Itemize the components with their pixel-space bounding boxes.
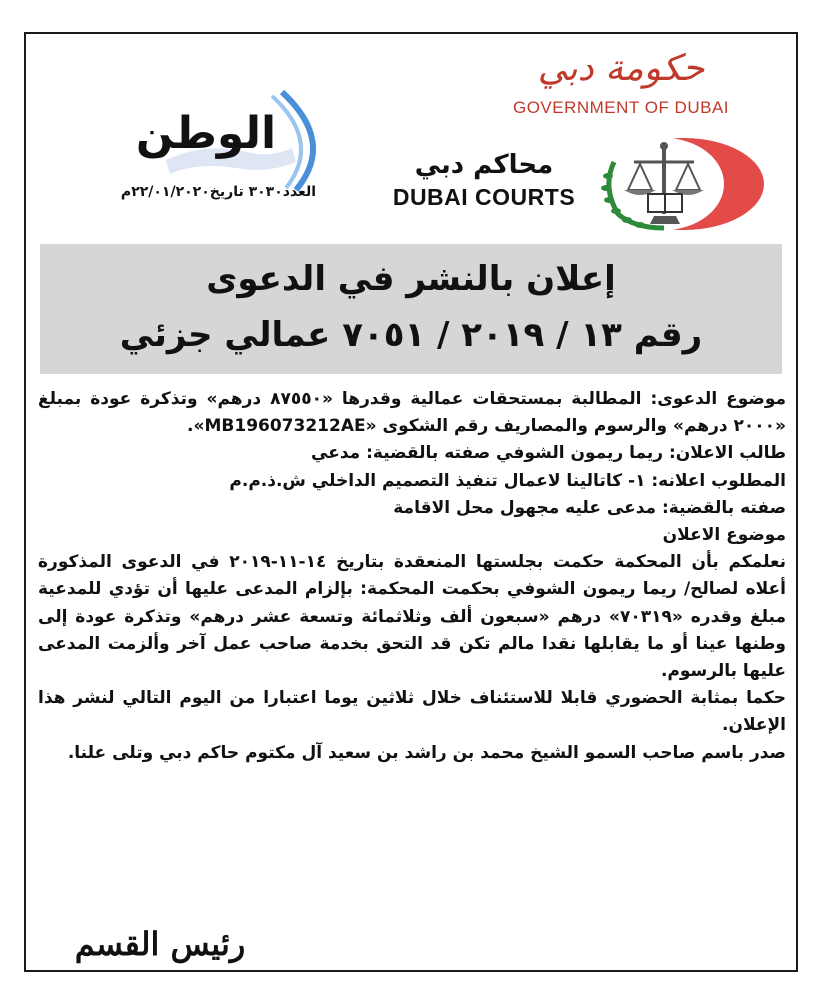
title-band bbox=[40, 244, 782, 374]
claim-subject: موضوع الدعوى: المطالبة بمستحقات عمالية وقدرها «٨٧٥٥٠ درهم» وتذكرة عودة بمبلغ «٢٠٠٠ درهم» والرسوم والمصاريف رقم الشكوى «MB196073212AE». bbox=[38, 389, 786, 437]
newspaper-name: الوطن bbox=[135, 108, 277, 159]
notice-title: إعلان بالنشر في الدعوى bbox=[206, 259, 616, 299]
courts-english: DUBAI COURTS bbox=[392, 184, 576, 210]
judgment-text: نعلمكم بأن المحكمة حكمت بجلستها المنعقدة بتاريخ ١٤-١١-٢٠١٩ في الدعوى المذكورة أعلاه لصالح/ ريما ريمون الشوفي بحكمت المحكمة: بإلزام المدعى عليها أن تؤدي للمدعية مبلغ وقدره «٧٠٣١٩» درهم «سبعون ألف وثلاثمائة وتسعة عشر درهم» وتذكرة عودة إلى وطنها عينا أو ما يقابلها نقدا مالم تكن قد التحق بخدمة صاحب عمل آخر وألزمت المدعى عليها بالرسوم. bbox=[38, 552, 786, 682]
government-arabic: حكومة دبي bbox=[537, 48, 705, 89]
government-english: GOVERNMENT OF DUBAI bbox=[512, 98, 730, 117]
appeal-text: حكما بمثابة الحضوري قابلا للاستئناف خلال ثلاثين يوما اعتبارا من اليوم التالي لنشر هذا الإعلان. bbox=[38, 688, 786, 736]
courts-emblem-icon bbox=[594, 132, 770, 232]
courts-arabic: محاكم دبي bbox=[414, 150, 554, 180]
issued-text: صدر باسم صاحب السمو الشيخ محمد بن راشد بن سعيد آل مكتوم حاكم دبي وتلى علنا. bbox=[67, 742, 786, 763]
notice-frame bbox=[24, 32, 798, 972]
subject-heading: موضوع الاعلان bbox=[662, 525, 786, 546]
government-logo bbox=[486, 46, 756, 118]
signature: رئيس القسم bbox=[74, 925, 246, 963]
capacity-line: صفته بالقضية: مدعى عليه مجهول محل الاقامة bbox=[393, 497, 786, 518]
issue-line: العدد٣٠٣٠ تاريخ٢٢/٠١/٢٠٢٠م bbox=[120, 184, 316, 200]
courts-wordmark bbox=[384, 150, 584, 211]
notified-party-line: المطلوب اعلانه: ١- كاتالينا لاعمال تنفيذ التصميم الداخلي ش.ذ.م.م bbox=[229, 470, 786, 491]
newspaper-logo bbox=[96, 82, 316, 192]
case-number: رقم ١٣ / ٢٠١٩ / ٧٠٥١ عمالي جزئي bbox=[119, 315, 703, 355]
requester-line: طالب الاعلان: ريما ريمون الشوفي صفته بالقضية: مدعي bbox=[311, 443, 786, 464]
notice-body bbox=[38, 386, 786, 767]
